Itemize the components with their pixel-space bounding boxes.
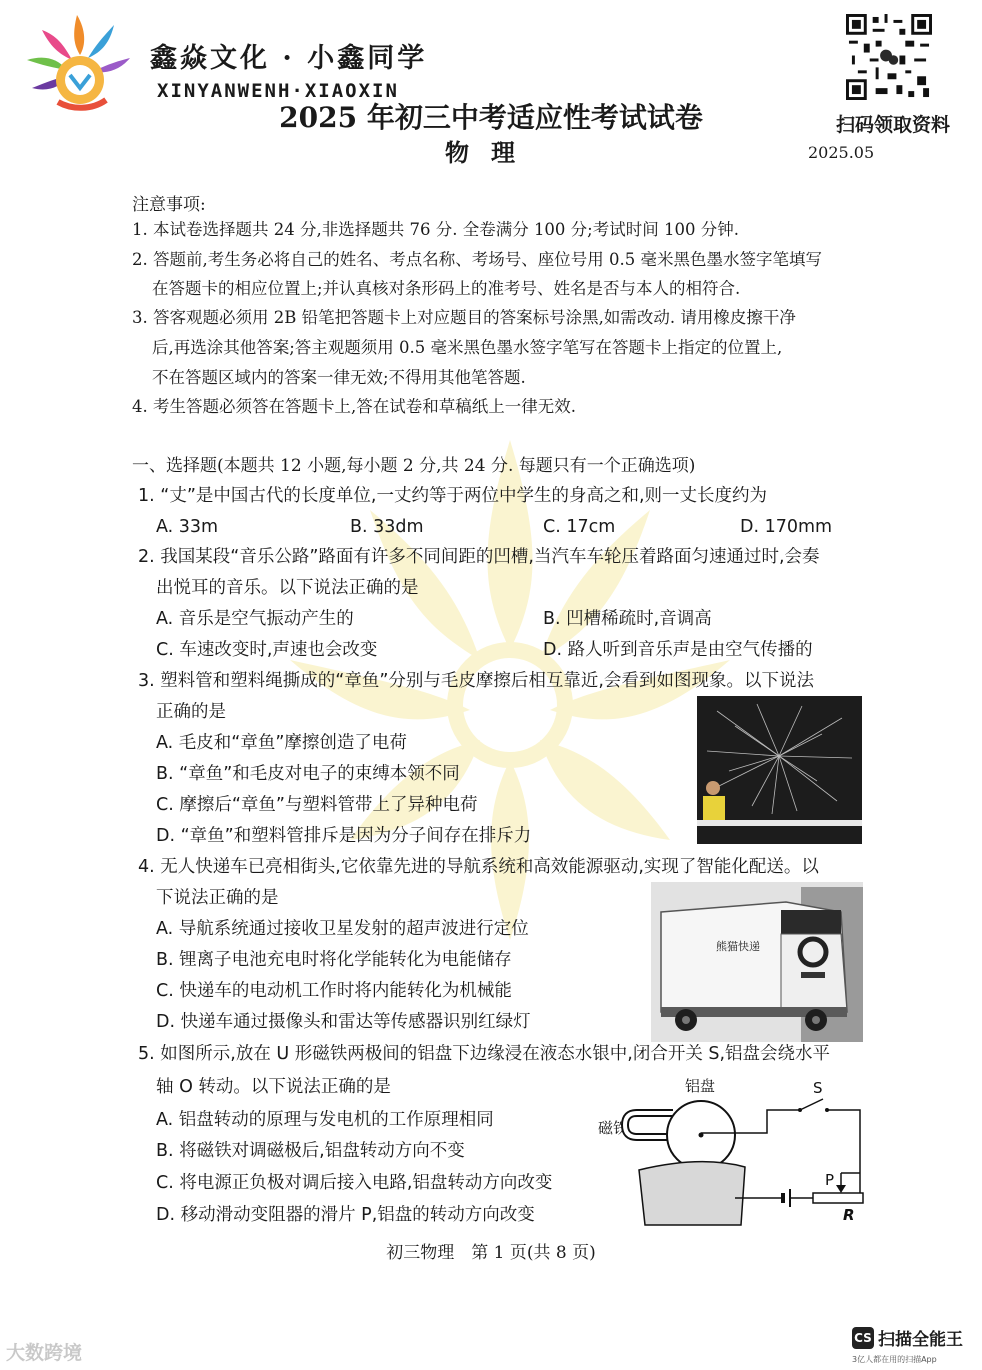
q4-option-b: B. 锂离子电池充电时将化学能转化为电能储存 xyxy=(156,950,512,970)
q5-option-c: C. 将电源正负极对调后接入电路,铝盘转动方向改变 xyxy=(156,1173,553,1193)
notes-line: 1. 本试卷选择题共 24 分,非选择题共 76 分. 全卷满分 100 分;考试时间 100 分钟. xyxy=(132,220,739,239)
corner-watermark: 大数跨境 xyxy=(6,1342,83,1364)
label-slider: P xyxy=(825,1171,835,1189)
notes-line: 2. 答题前,考生务必将自己的姓名、考点名称、考场号、座位号用 0.5 毫米黑色墨水签字笔填写 xyxy=(132,250,822,269)
octopus-experiment-photo xyxy=(697,696,862,844)
q3-option-d: D. “章鱼”和塑料管排斥是因为分子间存在排斥力 xyxy=(156,826,532,846)
q5-option-d: D. 移动滑动变阻器的滑片 P,铝盘的转动方向改变 xyxy=(156,1205,535,1225)
q5-option-b: B. 将磁铁对调磁极后,铝盘转动方向不变 xyxy=(156,1141,465,1161)
q4-stem: 4. 无人快递车已亮相街头,它依靠先进的导航系统和高效能源驱动,实现了智能化配送。以 xyxy=(138,857,819,877)
q3-option-a: A. 毛皮和“章鱼”摩擦创造了电荷 xyxy=(156,733,407,753)
brand-name-en: XINYANWENH·XIAOXIN xyxy=(157,80,399,102)
q4-option-d: D. 快递车通过摄像头和雷达等传感器识别红绿灯 xyxy=(156,1012,531,1032)
q4-option-a: A. 导航系统通过接收卫星发射的超声波进行定位 xyxy=(156,919,529,939)
van-sign: 熊猫快递 xyxy=(716,940,760,953)
section-heading: 一、选择题(本题共 12 小题,每小题 2 分,共 24 分. 每题只有一个正确选项) xyxy=(132,456,696,476)
q2-option-c: C. 车速改变时,声速也会改变 xyxy=(156,640,378,660)
page-footer: 初三物理 第 1 页(共 8 页) xyxy=(386,1243,596,1263)
scanner-badge: CS xyxy=(852,1327,874,1349)
label-magnet: 磁铁 xyxy=(598,1119,629,1137)
q5-stem: 轴 O 转动。以下说法正确的是 xyxy=(156,1077,391,1097)
scanner-app-mark xyxy=(852,1325,963,1365)
qr-caption: 扫码领取资料 xyxy=(836,114,951,136)
q3-option-c: C. 摩擦后“章鱼”与塑料管带上了异种电荷 xyxy=(156,795,478,815)
scanner-tagline: 3亿人都在用的扫描App xyxy=(852,1355,937,1364)
q2-option-b: B. 凹槽稀疏时,音调高 xyxy=(543,609,712,629)
q2-stem: 出悦耳的音乐。以下说法正确的是 xyxy=(156,578,419,598)
q1-option-d: D. 170mm xyxy=(740,517,833,537)
q2-option-d: D. 路人听到音乐声是由空气传播的 xyxy=(543,640,813,660)
q5-option-a: A. 铝盘转动的原理与发电机的工作原理相同 xyxy=(156,1110,494,1130)
notes-line: 后,再选涂其他答案;答主观题须用 0.5 毫米黑色墨水签字笔写在答题卡上指定的位置上, xyxy=(152,338,783,357)
brand-name-cn: 鑫焱文化 · 小鑫同学 xyxy=(150,43,428,74)
label-rheostat: R xyxy=(843,1206,855,1224)
notes-line: 在答题卡的相应位置上;并认真核对条形码上的准考号、姓名是否与本人的相符合. xyxy=(152,279,741,298)
q3-stem: 3. 塑料管和塑料绳撕成的“章鱼”分别与毛皮摩擦后相互靠近,会看到如图现象。以下说法 xyxy=(138,671,814,691)
label-aluminum-disk: 铝盘 xyxy=(685,1077,716,1095)
q2-stem: 2. 我国某段“音乐公路”路面有许多不同间距的凹槽,当汽车车轮压着路面匀速通过时,会奏 xyxy=(138,547,820,567)
exam-date: 2025.05 xyxy=(808,143,875,162)
q4-stem: 下说法正确的是 xyxy=(156,888,279,908)
exam-title: 2025 年初三中考适应性考试试卷 xyxy=(279,101,703,134)
notes-title: 注意事项: xyxy=(132,195,206,215)
notes-line: 3. 答客观题必须用 2B 铅笔把答题卡上对应题目的答案标号涂黑,如需改动. 请用橡皮擦干净 xyxy=(132,308,796,327)
q3-option-b: B. “章鱼”和毛皮对电子的束缚本领不同 xyxy=(156,764,460,784)
q1-option-a: A. 33m xyxy=(156,517,219,537)
q4-option-c: C. 快递车的电动机工作时将内能转化为机械能 xyxy=(156,981,512,1001)
notes-line: 4. 考生答题必须答在答题卡上,答在试卷和草稿纸上一律无效. xyxy=(132,397,576,416)
q5-circuit-diagram xyxy=(595,1075,880,1235)
delivery-van-photo xyxy=(651,882,863,1042)
q3-stem: 正确的是 xyxy=(156,702,226,722)
q1-option-c: C. 17cm xyxy=(543,517,616,537)
q1-stem: 1. “丈”是中国古代的长度单位,一丈约等于两位中学生的身高之和,则一丈长度约为 xyxy=(138,486,768,506)
qr-code xyxy=(846,14,932,100)
q1-option-b: B. 33dm xyxy=(350,517,424,537)
q2-option-a: A. 音乐是空气振动产生的 xyxy=(156,609,354,629)
label-switch: S xyxy=(813,1079,823,1097)
scanner-name: 扫描全能王 xyxy=(878,1330,963,1350)
exam-subject: 物理 xyxy=(445,138,537,167)
q5-stem: 5. 如图所示,放在 U 形磁铁两极间的铝盘下边缘浸在液态水银中,闭合开关 S,铝盘会绕水平 xyxy=(138,1044,831,1064)
notes-line: 不在答题区域内的答案一律无效;不得用其他笔答题. xyxy=(152,368,526,387)
